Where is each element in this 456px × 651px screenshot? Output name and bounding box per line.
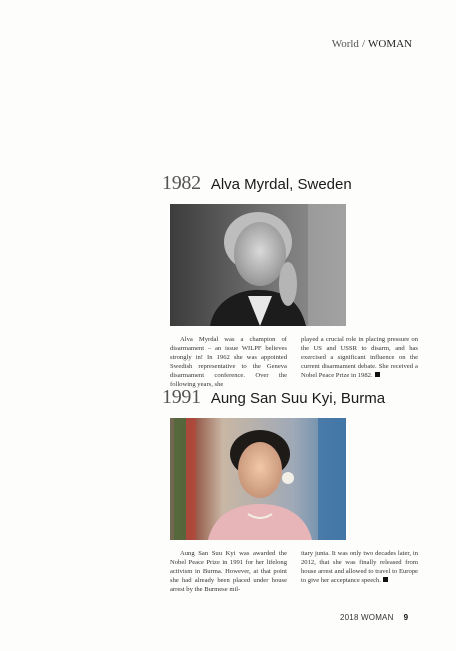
body-column-right: itary junta. It was only two decades later, in 2012, that she was finally released from house arrest and allowed to travel to Europe to give her acceptance speech. bbox=[301, 550, 418, 584]
entry-aung-san-suu-kyi bbox=[162, 386, 418, 595]
entry-alva-myrdal bbox=[162, 172, 418, 389]
body-column-left: Alva Myrdal was a champion of disarmament – an issue WILPF believes strongly in! In 1962 she was appointed Swedish representative to the Geneva disarmament conference. Over the following years, she bbox=[170, 336, 287, 388]
entry-heading bbox=[162, 386, 418, 412]
entry-body bbox=[170, 550, 418, 595]
end-mark bbox=[375, 372, 380, 377]
page-footer bbox=[340, 613, 408, 622]
entry-year: 1982 bbox=[162, 172, 201, 194]
entry-year: 1991 bbox=[162, 386, 201, 408]
footer-issue: 2018 WOMAN bbox=[340, 613, 394, 622]
entry-heading bbox=[162, 172, 418, 198]
header-separator: / bbox=[361, 38, 365, 50]
header-topic: WOMAN bbox=[368, 38, 412, 50]
end-mark bbox=[383, 577, 388, 582]
entry-name: Alva Myrdal, Sweden bbox=[210, 176, 352, 193]
running-header bbox=[332, 38, 412, 50]
portrait-photo bbox=[170, 418, 346, 540]
entry-name: Aung San Suu Kyi, Burma bbox=[210, 390, 386, 407]
entry-body bbox=[170, 336, 418, 389]
body-column-left: Aung San Suu Kyi was awarded the Nobel Peace Prize in 1991 for her lifelong activism in Burma. However, at that point she had already been placed under house arrest by the Burmese mil- bbox=[170, 550, 287, 593]
page-number: 9 bbox=[403, 613, 409, 622]
portrait-photo bbox=[170, 204, 346, 326]
header-section: World bbox=[331, 38, 359, 50]
body-column-right: played a crucial role in placing pressure on the US and USSR to disarm, and has exercised a significant influence on the current disarmament debate. She received a Nobel Peace Prize in 1982. bbox=[301, 336, 418, 379]
